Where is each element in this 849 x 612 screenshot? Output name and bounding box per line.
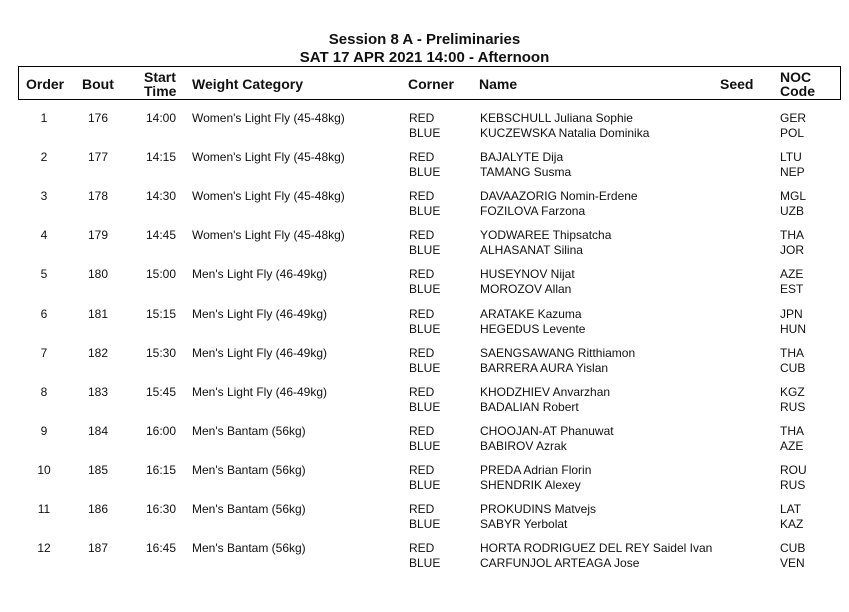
row-blue-noc: KAZ	[780, 517, 804, 531]
row-red-name: HORTA RODRIGUEZ DEL REY Saidel Ivan	[480, 541, 713, 556]
row-blue-name: BADALIAN Robert	[480, 399, 579, 414]
row-blue-name: KUCZEWSKA Natalia Dominika	[480, 126, 650, 140]
row-bout: 179	[87, 228, 109, 243]
row-blue-name: CARFUNJOL ARTEAGA Jose	[480, 556, 640, 571]
row-order: 7	[40, 345, 48, 360]
row-red-corner: RED	[409, 345, 435, 360]
page-subtitle: SAT 17 APR 2021 14:00 - Afternoon	[299, 49, 550, 66]
row-red-corner: RED	[409, 541, 435, 556]
row-start-time: 14:00	[146, 111, 177, 125]
row-red-corner: RED	[409, 502, 435, 516]
row-bout: 180	[87, 267, 109, 282]
row-red-name: ARATAKE Kazuma	[480, 306, 582, 321]
row-bout: 186	[87, 502, 109, 516]
row-blue-name: SHENDRIK Alexey	[480, 477, 581, 492]
row-bout: 185	[87, 462, 109, 477]
row-start-time: 15:30	[146, 345, 177, 360]
header-bout: Bout	[82, 76, 114, 92]
row-blue-corner: BLUE	[409, 517, 441, 531]
row-red-corner: RED	[409, 150, 435, 165]
row-red-noc: CUB	[780, 541, 806, 556]
row-red-name: KHODZHIEV Anvarzhan	[480, 384, 611, 399]
row-start-time: 14:15	[146, 150, 177, 165]
header-noc: NOC	[780, 69, 812, 85]
row-blue-noc: POL	[780, 126, 805, 140]
row-bout: 177	[87, 150, 109, 165]
row-weight-category: Men's Bantam (56kg)	[192, 502, 306, 516]
row-blue-noc: VEN	[780, 556, 805, 571]
row-blue-noc: NEP	[780, 165, 805, 180]
row-weight-category: Women's Light Fly (45-48kg)	[192, 150, 345, 165]
row-blue-name: TAMANG Susma	[480, 165, 572, 180]
row-start-time: 16:00	[146, 423, 177, 438]
row-blue-corner: BLUE	[409, 243, 441, 258]
row-blue-corner: BLUE	[409, 438, 441, 453]
row-weight-category: Men's Bantam (56kg)	[192, 462, 306, 477]
row-red-noc: GER	[780, 111, 807, 125]
row-red-name: PREDA Adrian Florin	[480, 462, 592, 477]
row-blue-noc: RUS	[780, 477, 806, 492]
row-red-noc: LAT	[780, 502, 802, 516]
row-red-name: SAENGSAWANG Ritthiamon	[480, 345, 636, 360]
row-order: 5	[40, 267, 48, 282]
row-blue-noc: RUS	[780, 399, 806, 414]
row-blue-corner: BLUE	[409, 477, 441, 492]
row-order: 9	[40, 423, 48, 438]
row-red-noc: LTU	[780, 150, 802, 165]
row-blue-name: MOROZOV Allan	[480, 282, 572, 297]
row-red-name: KEBSCHULL Juliana Sophie	[480, 111, 633, 125]
row-red-name: DAVAAZORIG Nomin-Erdene	[480, 189, 638, 204]
row-blue-corner: BLUE	[409, 360, 441, 375]
row-start-time: 15:45	[146, 384, 177, 399]
row-red-corner: RED	[409, 267, 435, 282]
header-name: Name	[479, 76, 518, 92]
row-blue-noc: EST	[780, 282, 804, 297]
row-red-corner: RED	[409, 423, 435, 438]
row-red-corner: RED	[409, 306, 435, 321]
row-red-noc: THA	[780, 228, 804, 243]
row-blue-noc: AZE	[780, 438, 804, 453]
row-red-name: BAJALYTE Dija	[480, 150, 564, 165]
row-order: 4	[40, 228, 48, 243]
row-blue-corner: BLUE	[409, 321, 441, 336]
row-red-name: PROKUDINS Matvejs	[480, 502, 597, 516]
row-start-time: 15:00	[146, 267, 177, 282]
row-weight-category: Men's Light Fly (46-49kg)	[192, 306, 328, 321]
row-red-noc: THA	[780, 345, 804, 360]
row-blue-noc: CUB	[780, 360, 806, 375]
row-red-corner: RED	[409, 111, 435, 125]
row-blue-name: BARRERA AURA Yislan	[480, 360, 609, 375]
row-start-time: 16:45	[146, 541, 177, 556]
row-weight-category: Men's Light Fly (46-49kg)	[192, 267, 328, 282]
row-weight-category: Men's Light Fly (46-49kg)	[192, 345, 328, 360]
row-bout: 187	[87, 541, 109, 556]
row-blue-name: FOZILOVA Farzona	[480, 204, 586, 219]
row-order: 3	[40, 189, 48, 204]
row-red-noc: KGZ	[780, 384, 805, 399]
row-blue-noc: UZB	[780, 204, 804, 219]
row-order: 2	[40, 150, 48, 165]
row-bout: 178	[87, 189, 109, 204]
row-start-time: 14:45	[146, 228, 177, 243]
row-blue-corner: BLUE	[409, 204, 441, 219]
header-code: Code	[780, 83, 815, 99]
row-red-noc: THA	[780, 423, 804, 438]
row-order: 11	[37, 502, 51, 516]
row-blue-corner: BLUE	[409, 126, 441, 140]
header-seed: Seed	[720, 76, 754, 92]
row-bout: 176	[87, 111, 109, 125]
row-red-noc: JPN	[780, 306, 803, 321]
header-corner: Corner	[408, 76, 454, 92]
row-start-time: 16:30	[146, 502, 177, 516]
row-order: 1	[40, 111, 48, 125]
row-weight-category: Men's Light Fly (46-49kg)	[192, 384, 328, 399]
row-red-name: YODWAREE Thipsatcha	[480, 228, 612, 243]
row-red-corner: RED	[409, 189, 435, 204]
row-weight-category: Women's Light Fly (45-48kg)	[192, 228, 345, 243]
row-red-noc: AZE	[780, 267, 804, 282]
row-weight-category: Women's Light Fly (45-48kg)	[192, 189, 345, 204]
header-start: Start	[144, 69, 176, 85]
row-order: 8	[40, 384, 48, 399]
row-blue-corner: BLUE	[409, 165, 441, 180]
row-blue-corner: BLUE	[409, 399, 441, 414]
row-order: 6	[40, 306, 48, 321]
row-bout: 182	[87, 345, 109, 360]
row-bout: 181	[87, 306, 109, 321]
row-blue-noc: JOR	[780, 243, 804, 258]
row-bout: 183	[87, 384, 109, 399]
row-blue-name: ALHASANAT Silina	[480, 243, 583, 258]
row-red-name: CHOOJAN-AT Phanuwat	[480, 423, 614, 438]
row-red-noc: MGL	[780, 189, 807, 204]
row-blue-noc: HUN	[780, 321, 806, 336]
row-bout: 184	[87, 423, 109, 438]
row-red-name: HUSEYNOV Nijat	[480, 267, 575, 282]
row-blue-name: HEGEDUS Levente	[480, 321, 586, 336]
row-blue-name: SABYR Yerbolat	[480, 517, 568, 531]
row-red-noc: ROU	[780, 462, 807, 477]
row-red-corner: RED	[409, 462, 435, 477]
row-blue-name: BABIROV Azrak	[480, 438, 567, 453]
row-start-time: 16:15	[146, 462, 177, 477]
row-order: 12	[37, 541, 51, 556]
page-title: Session 8 A - Preliminaries	[328, 31, 521, 48]
row-weight-category: Men's Bantam (56kg)	[192, 423, 306, 438]
header-weight-category: Weight Category	[192, 76, 303, 92]
row-start-time: 15:15	[146, 306, 177, 321]
header-time: Time	[144, 83, 177, 99]
table-header	[18, 66, 841, 100]
row-blue-corner: BLUE	[409, 556, 441, 571]
header-order: Order	[26, 76, 65, 92]
row-red-corner: RED	[409, 228, 435, 243]
row-weight-category: Women's Light Fly (45-48kg)	[192, 111, 345, 125]
row-blue-corner: BLUE	[409, 282, 441, 297]
row-red-corner: RED	[409, 384, 435, 399]
row-start-time: 14:30	[146, 189, 177, 204]
row-weight-category: Men's Bantam (56kg)	[192, 541, 306, 556]
row-order: 10	[37, 462, 51, 477]
